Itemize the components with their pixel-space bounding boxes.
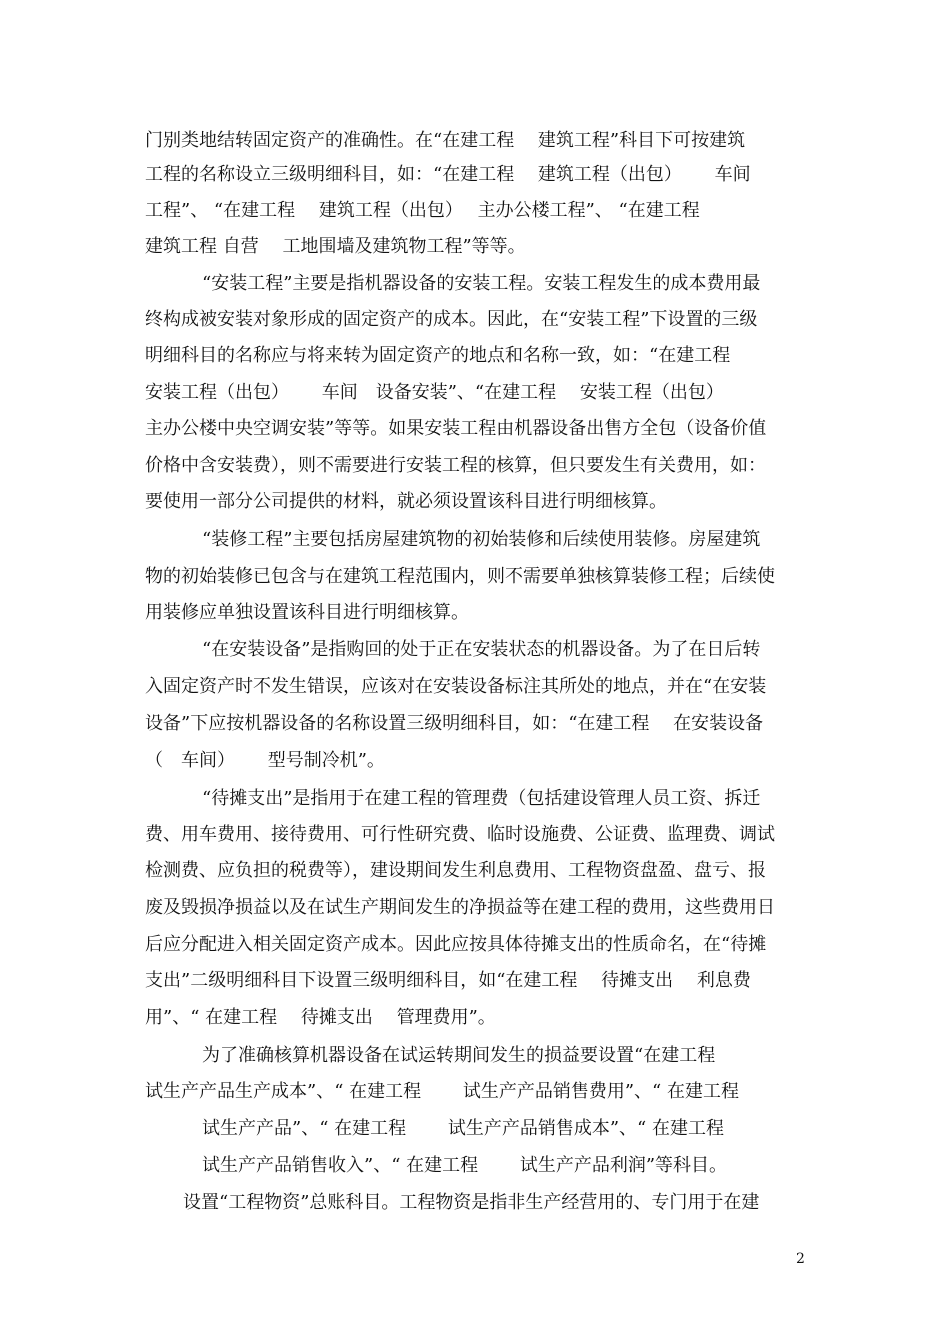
body-line: “待摊支出”是指用于在建工程的管理费（包括建设管理人员工资、拆迁 [202,788,761,809]
body-line: 用装修应单独设置该科目进行明细核算。 [145,602,469,623]
body-line: “装修工程”主要包括房屋建筑物的初始装修和后续使用装修。房屋建筑 [202,529,761,550]
body-line: 支出”二级明细科目下设置三级明细科目，如“在建工程 待摊支出 利息费 [145,970,751,991]
body-line: 安装工程（出包） 车间 设备安装”、“在建工程 安装工程（出包） [145,382,724,403]
body-line: 入固定资产时不发生错误，应该对在安装设备标注其所处的地点，并在“在安装 [145,676,767,697]
body-line: 费、用车费用、接待费用、可行性研究费、临时设施费、公证费、监理费、调试 [145,824,775,845]
body-line: 要使用一部分公司提供的材料，就必须设置该科目进行明细核算。 [145,491,667,512]
body-line: 试生产产品销售收入”、“ 在建工程 试生产产品利润”等科目。 [202,1155,728,1176]
body-line: 价格中含安装费），则不需要进行安装工程的核算，但只要发生有关费用，如： [145,455,766,476]
body-line: 终构成被安装对象形成的固定资产的成本。因此，在“安装工程”下设置的三级 [145,309,758,330]
body-line: 检测费、应负担的税费等），建设期间发生利息费用、工程物资盘盈、盘亏、报 [145,860,766,881]
body-line: 设置“工程物资”总账科目。工程物资是指非生产经营用的、专门用于在建 [183,1192,760,1213]
body-line: 用”、“ 在建工程 待摊支出 管理费用”。 [145,1007,496,1028]
body-line: 试生产产品生产成本”、“ 在建工程 试生产产品销售费用”、“ 在建工程 [145,1081,739,1102]
body-line: “安装工程”主要是指机器设备的安装工程。安装工程发生的成本费用最 [202,273,761,294]
body-line: （ 车间） 型号制冷机”。 [145,750,385,771]
body-line: 设备”下应按机器设备的名称设置三级明细科目，如：“在建工程 在安装设备 [145,713,764,734]
body-line: 后应分配进入相关固定资产成本。因此应按具体待摊支出的性质命名，在“待摊 [145,934,767,955]
body-line: 物的初始装修已包含与在建筑工程范围内，则不需要单独核算装修工程；后续使 [145,566,775,587]
body-line: 工程的名称设立三级明细科目，如：“在建工程 建筑工程（出包） 车间 [145,164,751,185]
body-line: 明细科目的名称应与将来转为固定资产的地点和名称一致，如：“在建工程 [145,345,731,366]
body-line: 建筑工程 自营 工地围墙及建筑物工程”等等。 [145,236,526,257]
page-number: 2 [796,1251,805,1267]
body-line: 为了准确核算机器设备在试运转期间发生的损益要设置“在建工程 [202,1045,716,1066]
body-line: 主办公楼中央空调安装”等等。如果安装工程由机器设备出售方全包（设备价值 [145,418,767,439]
body-line: 试生产产品”、“ 在建工程 试生产产品销售成本”、“ 在建工程 [202,1118,724,1139]
body-line: 门别类地结转固定资产的准确性。在“在建工程 建筑工程”科目下可按建筑 [145,130,746,151]
body-line: “在安装设备”是指购回的处于正在安装状态的机器设备。为了在日后转 [202,639,761,660]
body-line: 废及毁损净损益以及在试生产期间发生的净损益等在建工程的费用，这些费用日 [145,897,775,918]
body-line: 工程”、 “在建工程 建筑工程（出包） 主办公楼工程”、 “在建工程 [145,200,700,221]
